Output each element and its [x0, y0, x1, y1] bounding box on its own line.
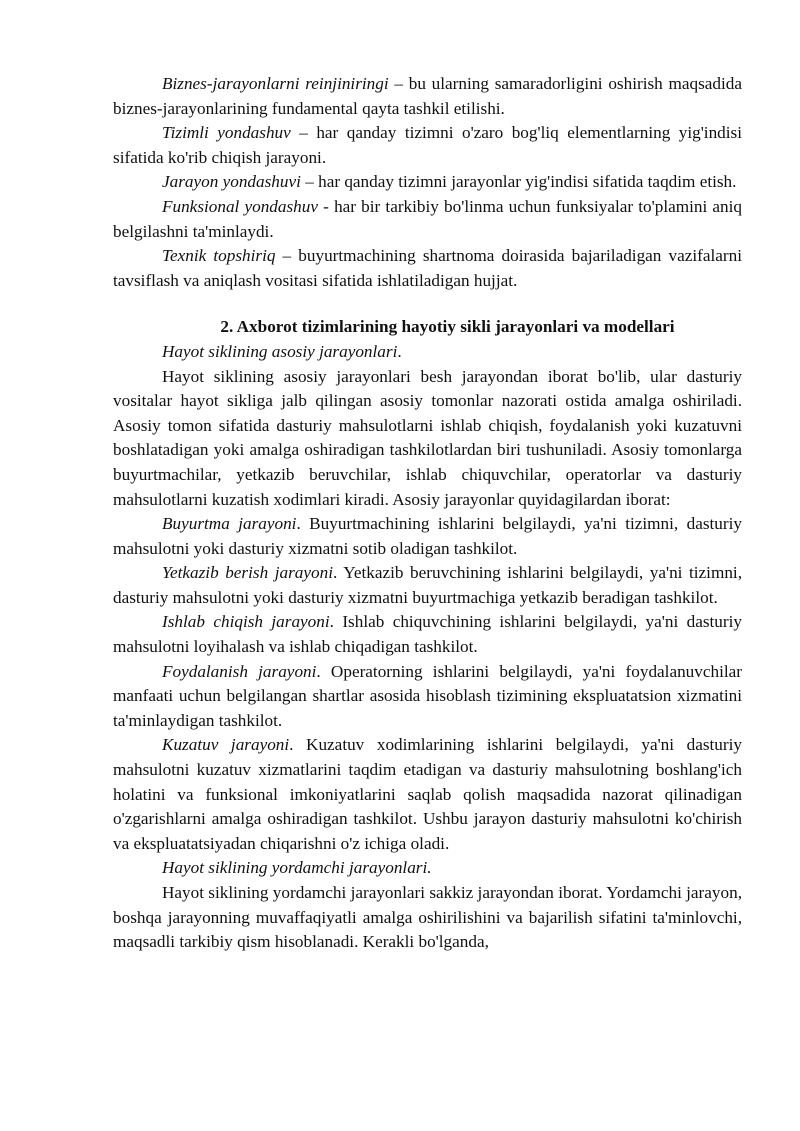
section-heading: 2. Axborot tizimlarining hayotiy sikli jarayonlari va modellari: [220, 317, 675, 337]
process-text: . Kuzatuv xodimlarining ishlarini belgilaydi, ya'ni dasturiy mahsulotni kuzatuv xizmatlarini taqdim etadigan va dasturiy mahsulotning boshlang'ich holatini va funksional imkoniyatlarini saqlab qolish maqsadida nazorat qilinadigan o'zgarishlarni amalga oshiradigan tashkilot. Ushbu jarayon dasturiy mahsulotni ko'chirish va ekspluatatsiyadan chiqarishni o'z ichiga oladi.: [113, 735, 742, 853]
definition-paragraph: [113, 170, 742, 195]
definition-separator: –: [275, 246, 299, 266]
definition-text: bu ularning samaradorligini oshirish maqsadida biznes-jarayonlarining fundamental qayta tashkil etilishi.: [113, 74, 742, 118]
process-paragraph: [113, 733, 742, 856]
definition-text: har bir tarkibiy bo'linma uchun funksiyalar to'plamini aniq belgilashni ta'minlaydi.: [113, 196, 742, 241]
definition-text: har qanday tizimni jarayonlar yig'indisi sifatida taqdim etish.: [318, 172, 737, 192]
process-paragraph: [113, 610, 742, 659]
body-paragraph: Hayot siklining yordamchi jarayonlari sakkiz jarayondan iborat. Yordamchi jarayon, boshqa jarayonning muvaffaqiyatli amalga oshirilishini va bajarilish sifatini ta'minlovchi, maqsadli tarkibiy qism hisoblanadi. Kerakli bo'lganda,: [113, 883, 742, 952]
definition-term: Funksional yondashuv: [162, 196, 319, 216]
process-text: . Operatorning ishlarini belgilaydi, ya'ni foydalanuvchilar manfaati uchun belgilangan shartlar asosida hisoblash tizimining ekspluatatsion xizmatini ta'minlaydigan tashkilot.: [113, 661, 742, 730]
process-paragraph: [113, 561, 742, 610]
process-paragraph: [113, 512, 742, 561]
process-text: . Buyurtmachining ishlarini belgilaydi, ya'ni tizimni, dasturiy mahsulotni yoki dasturiy xizmatni sotib oladigan tashkilot.: [113, 514, 742, 558]
process-term: Kuzatuv jarayoni: [162, 735, 290, 755]
definition-separator: –: [300, 172, 319, 192]
body-paragraph: Hayot siklining asosiy jarayonlari besh jarayondan iborat bo'lib, ular dasturiy vositalar hayot sikliga jalb qilingan asosiy tomonlar nazorati ostida amalga oshiriladi. Asosiy tomon sifatida dasturiy mahsulotlarni ishlab chiqish, foydalanish yoki kuzatuvni boshlatadigan yoki amalga oshiradigan tashkilotlardan biri tushuniladi. Asosiy tomonlarga buyurtmachilar, yetkazib beruvchilar, ishlab chiquvchilar, operatorlar va dasturiy mahsulotlarni kuzatish xodimlari kiradi. Asosiy jarayonlar quyidagilardan iborat:: [113, 366, 742, 509]
definition-paragraph: [113, 195, 742, 244]
definition-term: Biznes-jarayonlarni reinjiniringi: [162, 74, 389, 93]
definition-term: Tizimli yondashuv: [162, 123, 291, 143]
process-term: Buyurtma jarayoni: [162, 514, 297, 534]
subsection-title-suffix: .: [397, 341, 402, 361]
definition-term: Texnik topshiriq: [162, 246, 276, 266]
definition-paragraph: [113, 121, 742, 170]
subsection-title: [113, 340, 742, 365]
process-paragraph: [113, 660, 742, 734]
process-term: Yetkazib berish jarayoni: [162, 563, 333, 583]
subsection-title: Hayot siklining yordamchi jarayonlari.: [162, 858, 432, 878]
process-text: . Ishlab chiquvchining ishlarini belgilaydi, ya'ni dasturiy mahsulotni loyihalash va ishlab chiqadigan tashkilot.: [113, 612, 742, 657]
process-term: Foydalanish jarayoni: [162, 661, 317, 681]
definition-text: har qanday tizimni o'zaro bog'liq elementlarning yig'indisi sifatida ko'rib chiqish jarayoni.: [113, 123, 743, 167]
definition-separator: –: [290, 123, 317, 143]
process-term: Ishlab chiqish jarayoni: [162, 612, 330, 632]
definition-paragraph: [113, 244, 742, 293]
definition-separator: -: [318, 196, 335, 216]
definition-term: Jarayon yondashuvi: [162, 172, 301, 192]
definition-paragraph: [113, 72, 742, 121]
process-text: . Yetkazib beruvchining ishlarini belgilaydi, ya'ni tizimni, dasturiy mahsulotni yoki dasturiy xizmatni buyurtmachiga yetkazib beradigan tashkilot.: [113, 563, 742, 607]
definition-separator: –: [388, 74, 409, 93]
definition-text: buyurtmachining shartnoma doirasida bajariladigan vazifalarni tavsiflash va aniqlash vositasi sifatida ishlatiladigan hujjat.: [113, 246, 742, 290]
subsection-title-text: Hayot siklining asosiy jarayonlari: [162, 341, 398, 361]
